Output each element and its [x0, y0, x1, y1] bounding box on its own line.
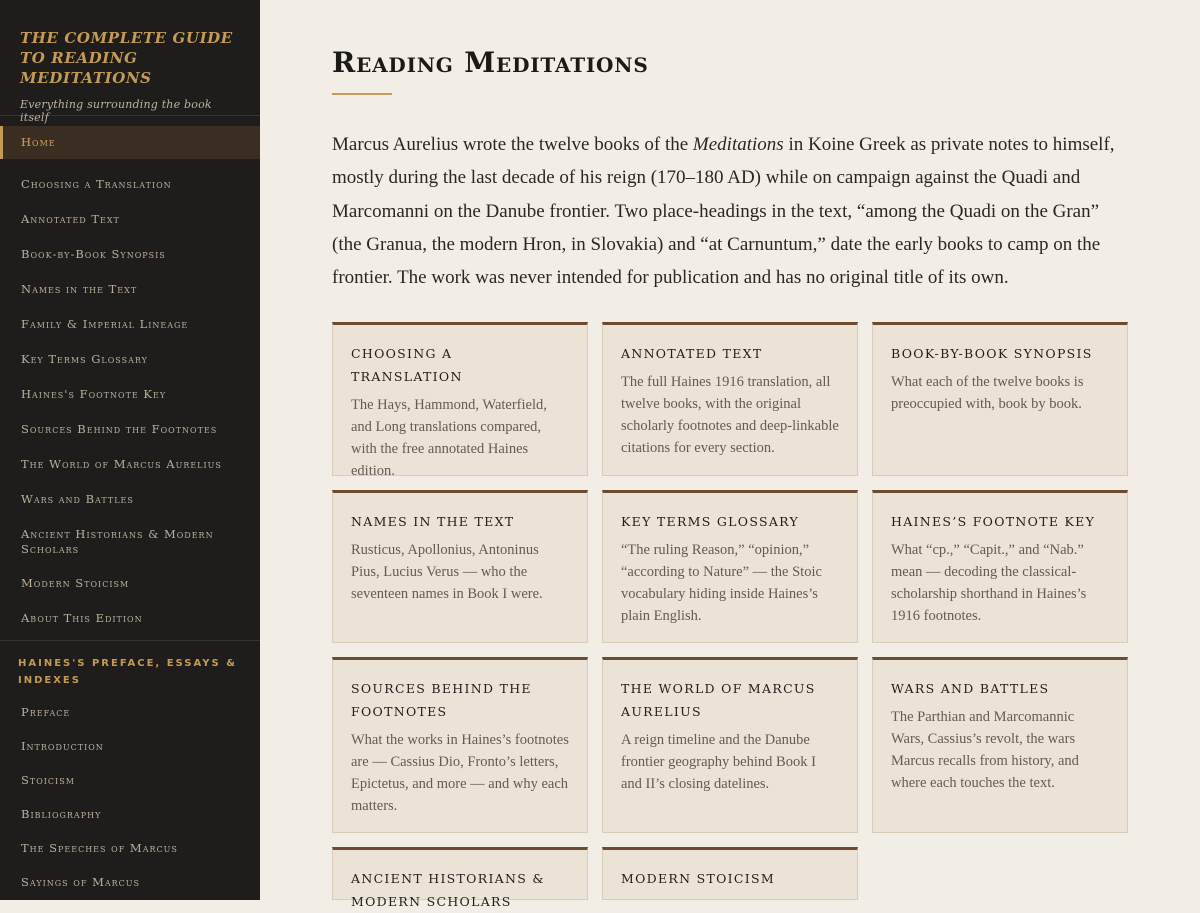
card-description: The Hays, Hammond, Waterfield, and Long translations compared, with the free annotated Haines edition. [351, 397, 547, 479]
nav-item-wars-and-battles[interactable]: Wars and Battles [21, 492, 134, 506]
nav-section-heading: HAINES'S PREFACE, ESSAYS & INDEXES [18, 658, 237, 686]
sidebar [0, 0, 260, 900]
card-description: What the works in Haines’s footnotes are — Cassius Dio, Fronto’s letters, Epictetus, and more — and why each matters. [351, 732, 569, 814]
intro-text-end: in Koine Greek as private notes to himself, mostly during the last decade of his reign (170–180 AD) while on campaign against the Quadi and Marcomanni on the Danube frontier. Two place-headings in the text, “among the Quadi on the Gran” (the Granua, the modern Hron, in Slovakia) and “at Carnuntum,” date the early books to camp on the frontier. The work was never intended for publication and has no original title of its own. [332, 134, 1115, 289]
card-title: KEY TERMS GLOSSARY [621, 514, 800, 529]
card-modern-stoicism[interactable] [602, 847, 858, 900]
nav-item-key-terms-glossary[interactable]: Key Terms Glossary [21, 352, 148, 366]
nav-item-haines-footnote-key[interactable]: Haines's Footnote Key [21, 387, 167, 401]
card-key-terms-glossary[interactable] [602, 490, 858, 643]
card-description: What each of the twelve books is preoccupied with, book by book. [891, 374, 1084, 412]
card-world-of-marcus-aurelius[interactable] [602, 657, 858, 833]
nav-item-introduction[interactable]: Introduction [21, 739, 104, 753]
card-names-in-the-text[interactable] [332, 490, 588, 643]
nav-item-family-imperial-lineage[interactable]: Family & Imperial Lineage [21, 317, 189, 331]
card-title: THE WORLD OF MARCUS AURELIUS [621, 681, 816, 719]
primary-nav [0, 116, 260, 893]
nav-item-modern-stoicism[interactable]: Modern Stoicism [21, 576, 130, 590]
title-underline [332, 93, 392, 95]
card-title: MODERN STOICISM [621, 871, 775, 886]
nav-item-world-of-marcus-aurelius[interactable]: The World of Marcus Aurelius [21, 457, 222, 471]
card-title: CHOOSING A TRANSLATION [351, 346, 463, 384]
nav-item-names-in-the-text[interactable]: Names in the Text [21, 282, 138, 296]
brand [0, 0, 260, 124]
card-wars-and-battles[interactable] [872, 657, 1128, 833]
nav-item-ancient-historians-modern-scholars[interactable]: Ancient Historians & Modern Scholars [21, 527, 214, 556]
card-book-by-book-synopsis[interactable] [872, 322, 1128, 476]
card-annotated-text[interactable] [602, 322, 858, 476]
page-title: Reading Meditations [332, 46, 649, 79]
card-description: The full Haines 1916 translation, all twelve books, with the original scholarly footnotes and deep-linkable citations for every section. [621, 374, 839, 456]
site-tagline: Everything surrounding the book itself [20, 98, 212, 124]
card-choosing-a-translation[interactable] [332, 322, 588, 479]
site-title-link[interactable]: THE COMPLETE GUIDE TO READING MEDITATIONS [20, 29, 233, 87]
card-title: HAINES’S FOOTNOTE KEY [891, 514, 1096, 529]
nav-item-sayings-of-marcus[interactable]: Sayings of Marcus [21, 875, 140, 889]
nav-item-home[interactable]: Home [0, 126, 260, 159]
card-description: What “cp.,” “Capit.,” and “Nab.” mean — decoding the classical-scholarship shorthand in Haines’s 1916 footnotes. [891, 542, 1087, 624]
nav-item-about-this-edition[interactable]: About This Edition [21, 611, 143, 625]
nav-item-choosing-a-translation[interactable]: Choosing a Translation [21, 177, 172, 191]
nav-item-book-by-book-synopsis[interactable]: Book-by-Book Synopsis [21, 247, 166, 261]
card-description: Rusticus, Apollonius, Antoninus Pius, Lucius Verus — who the seventeen names in Book I were. [351, 542, 543, 602]
nav-item-speeches-of-marcus[interactable]: The Speeches of Marcus [21, 841, 178, 855]
nav-item-annotated-text[interactable]: Annotated Text [21, 212, 120, 226]
nav-item-sources-behind-the-footnotes[interactable]: Sources Behind the Footnotes [21, 422, 218, 436]
card-title: ANNOTATED TEXT [621, 346, 763, 361]
card-haines-footnote-key[interactable] [872, 490, 1128, 643]
card-description: A reign timeline and the Danube frontier geography behind Book I and II’s closing datelines. [621, 732, 816, 792]
card-title: ANCIENT HISTORIANS & MODERN SCHOLARS [351, 871, 545, 909]
nav-item-bibliography[interactable]: Bibliography [21, 807, 102, 821]
nav-item-stoicism[interactable]: Stoicism [21, 773, 75, 787]
card-sources-behind-the-footnotes[interactable] [332, 657, 588, 833]
card-title: WARS AND BATTLES [891, 681, 1050, 696]
card-ancient-historians-modern-scholars[interactable] [332, 847, 588, 909]
intro-text-start: Marcus Aurelius wrote the twelve books of the [332, 134, 693, 155]
card-description: “The ruling Reason,” “opinion,” “according to Nature” — the Stoic vocabulary hiding inside Haines’s plain English. [621, 542, 822, 624]
nav-item-preface[interactable]: Preface [21, 705, 71, 719]
book-title-emphasis: Meditations [692, 134, 784, 155]
card-title: NAMES IN THE TEXT [351, 514, 515, 529]
card-description: The Parthian and Marcomannic Wars, Cassius’s revolt, the wars Marcus recalls from history, and where each touches the text. [891, 709, 1079, 791]
intro-paragraph [332, 128, 1128, 294]
card-title: SOURCES BEHIND THE FOOTNOTES [351, 681, 532, 719]
card-title: BOOK-BY-BOOK SYNOPSIS [891, 346, 1093, 361]
